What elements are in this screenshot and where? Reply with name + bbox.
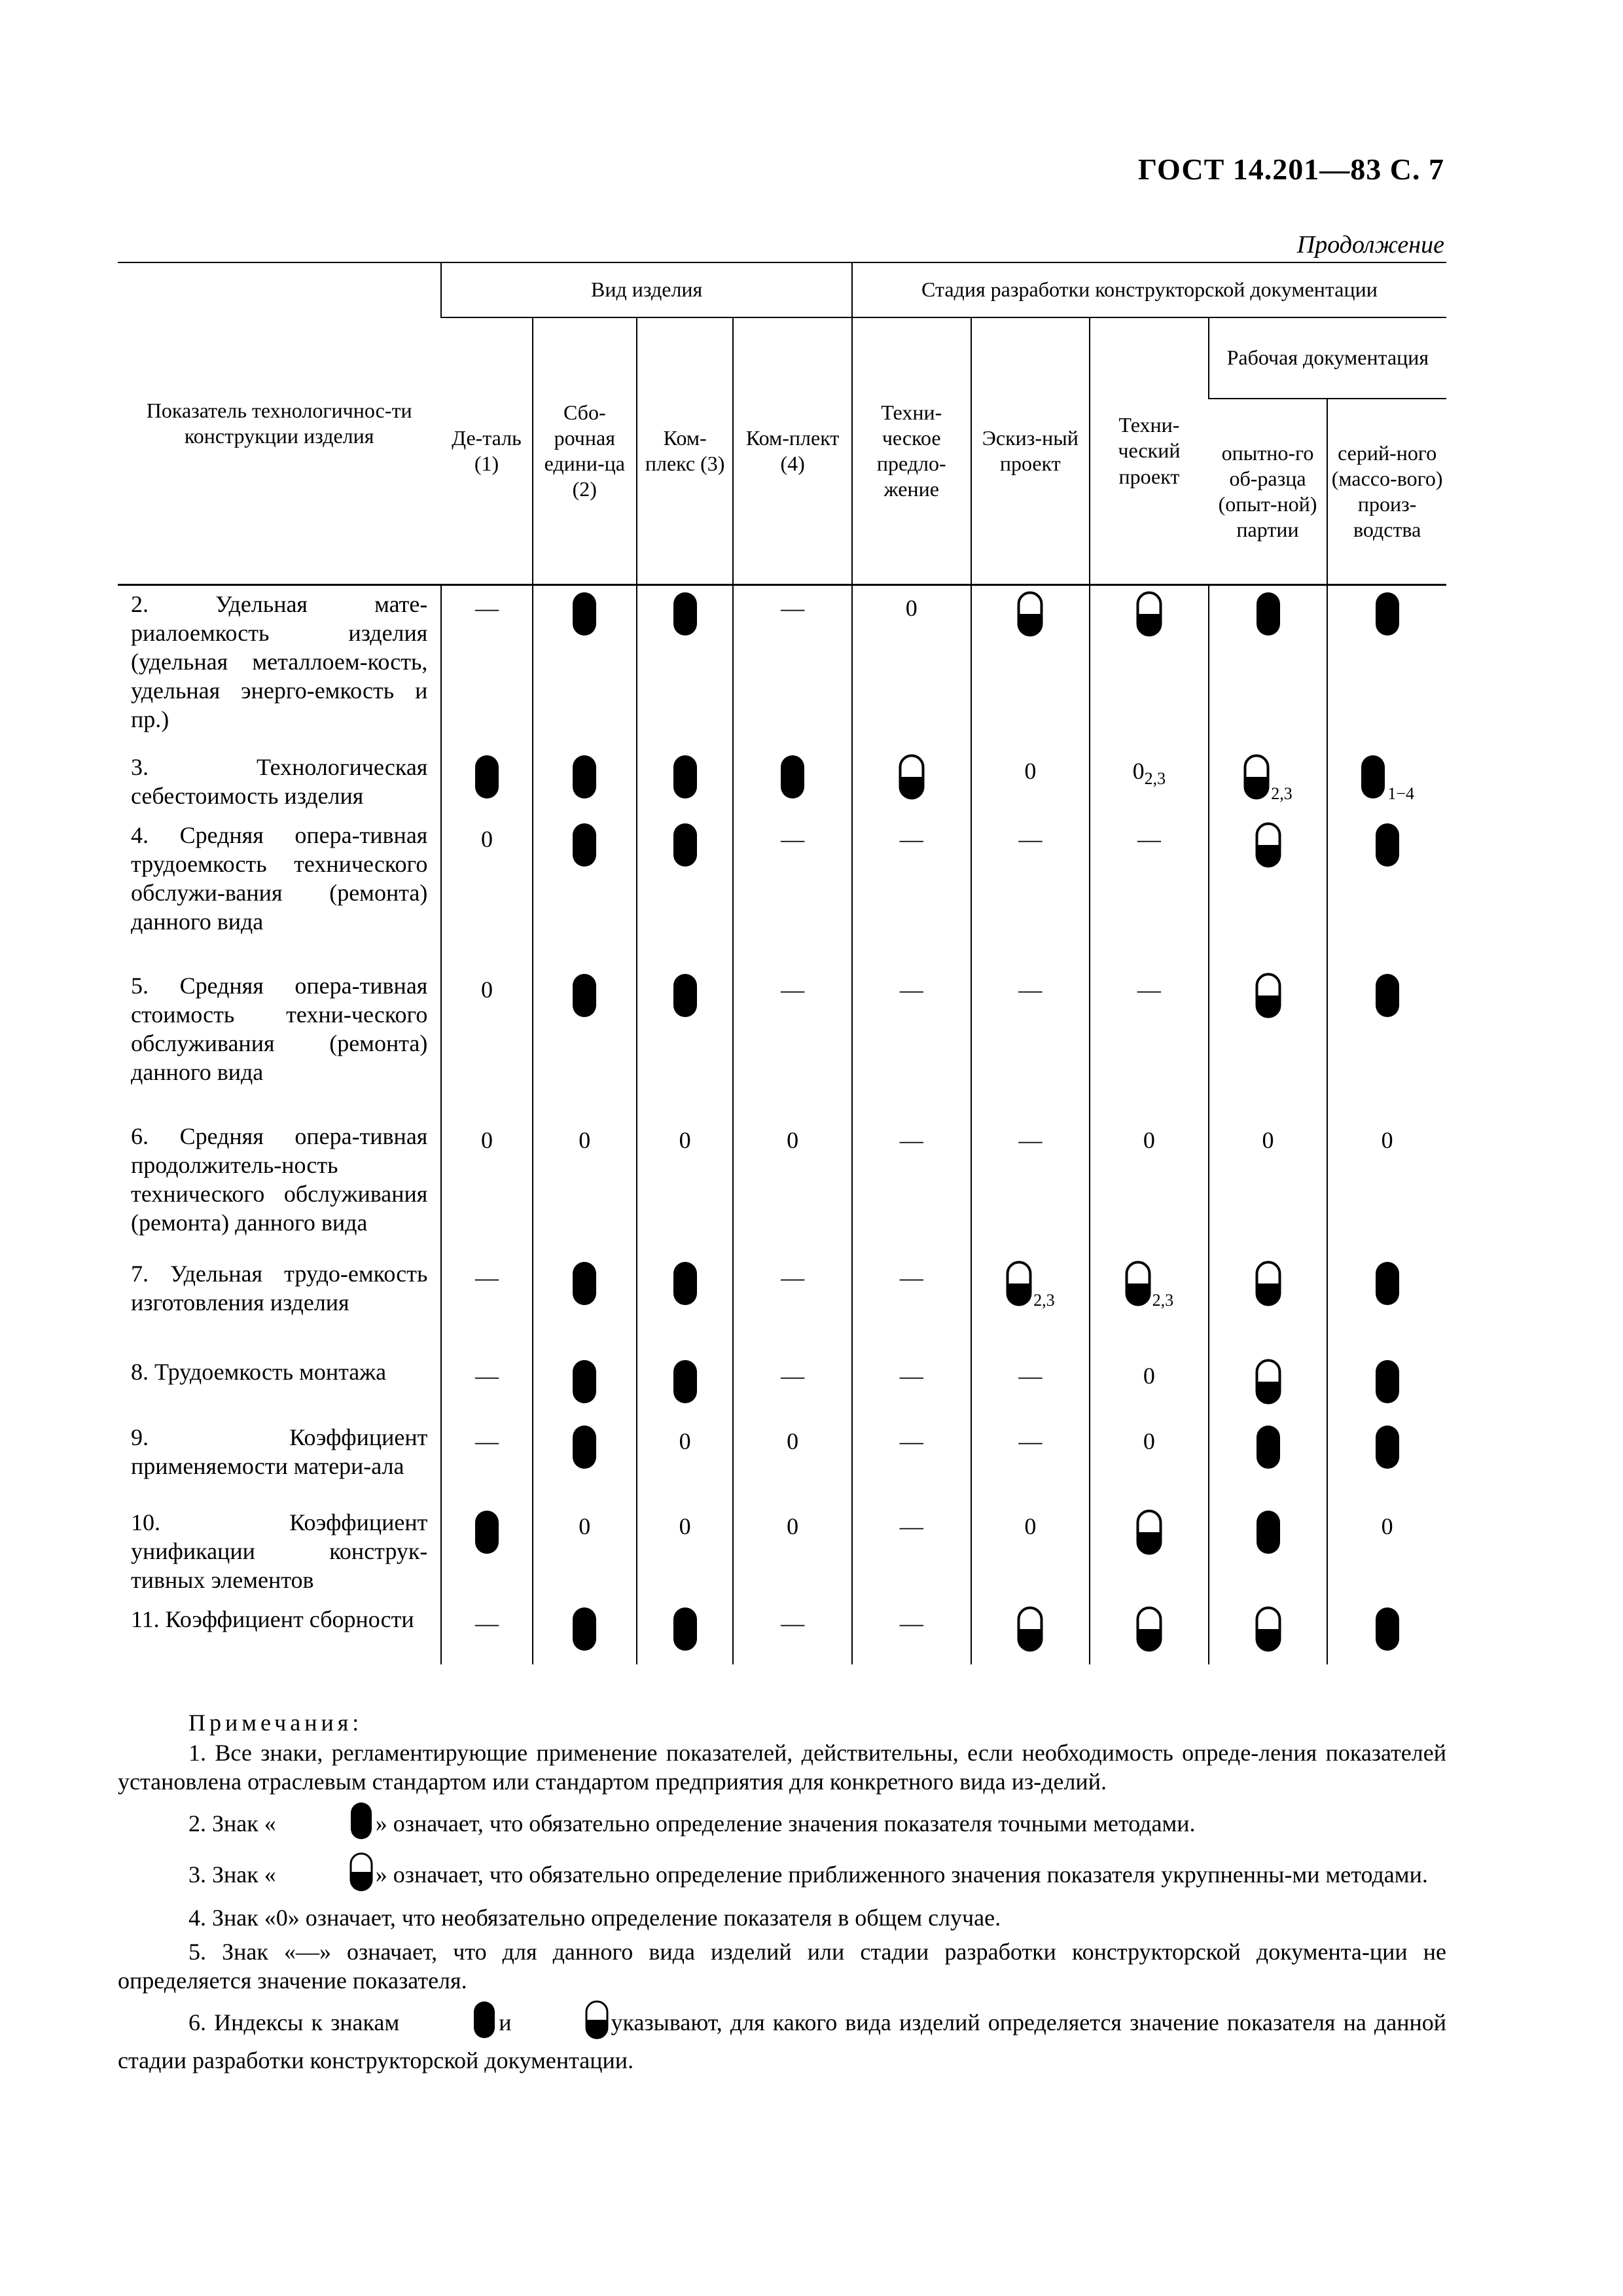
- filled-pill-icon: [672, 973, 698, 1018]
- table-cell: [1209, 1118, 1328, 1255]
- table-cell: [1090, 1354, 1209, 1419]
- filled-pill-icon: [571, 1261, 597, 1306]
- filled-pill-icon: [402, 2000, 496, 2046]
- table-cell: [637, 749, 733, 817]
- dash-mark: —: [899, 1264, 923, 1291]
- zero-mark: 0: [787, 1427, 799, 1454]
- zero-mark: 0: [579, 1126, 591, 1153]
- filled-pill-icon: [779, 754, 806, 800]
- table-cell: [971, 967, 1090, 1118]
- zero-mark: 0: [1143, 1126, 1155, 1153]
- filled-pill-icon: [1374, 591, 1400, 637]
- table-cell: [971, 817, 1090, 967]
- zero-mark: 0: [679, 1427, 691, 1454]
- dash-mark: —: [474, 1362, 499, 1389]
- table-cell: [637, 1601, 733, 1664]
- table-cell: [441, 1255, 532, 1354]
- table-cell: [1209, 749, 1328, 817]
- half-pill-icon: [279, 1852, 373, 1898]
- table-cell: [852, 1118, 971, 1255]
- filled-pill-icon: [1255, 1424, 1281, 1470]
- note-3: 3. Знак « » означает, что обязательно определение приближенного значения показателя укрупненны-ми методами.: [118, 1852, 1446, 1898]
- dash-mark: —: [1018, 976, 1043, 1003]
- filled-pill-icon: [672, 1606, 698, 1652]
- group-working-docs: Рабочая документация: [1209, 317, 1446, 399]
- table-cell: [1209, 1601, 1328, 1664]
- table-cell: [1090, 1419, 1209, 1504]
- note-5: 5. Знак «—» означает, что для данного вида изделий или стадии разработки конструкторской документа-ции не определяется значение показателя.: [118, 1939, 1446, 1994]
- table-cell: [1327, 585, 1446, 749]
- indicator-label: 3. Технологическая себестоимость изделия: [131, 753, 428, 809]
- table-cell: [733, 1255, 852, 1354]
- table-cell: [971, 585, 1090, 749]
- table-cell: [852, 1354, 971, 1419]
- half-pill-icon: [1017, 591, 1043, 637]
- table-cell: [971, 1504, 1090, 1601]
- table-cell: [971, 1118, 1090, 1255]
- table-cell: [733, 1601, 852, 1664]
- dash-mark: —: [1137, 976, 1161, 1003]
- table-cell: [1209, 1354, 1328, 1419]
- filled-pill-icon: [1374, 1261, 1400, 1306]
- dash-mark: —: [899, 1609, 923, 1636]
- table-cell: [733, 967, 852, 1118]
- zero-mark: 0: [480, 1126, 493, 1153]
- table-cell: [637, 817, 733, 967]
- filled-pill-icon: [1374, 1424, 1400, 1470]
- table-row: [118, 1255, 1446, 1354]
- table-cell: [733, 749, 852, 817]
- table-cell: [1327, 967, 1446, 1118]
- table-cell: [1209, 1255, 1328, 1354]
- table-cell: [533, 1118, 637, 1255]
- table-cell: [733, 1419, 852, 1504]
- filled-pill-icon: [474, 1509, 500, 1555]
- table-cell: [637, 1504, 733, 1601]
- zero-mark: 0: [905, 595, 918, 621]
- filled-pill-icon: [474, 754, 500, 800]
- table-cell: [852, 585, 971, 749]
- table-cell: [533, 967, 637, 1118]
- zero-mark: 0: [1132, 757, 1145, 784]
- table-cell: [441, 1601, 532, 1664]
- dash-mark: —: [781, 825, 805, 852]
- dash-mark: —: [899, 1427, 923, 1454]
- table-cell: [1090, 967, 1209, 1118]
- table-cell: [1090, 1118, 1209, 1255]
- table-cell: [1327, 1255, 1446, 1354]
- indicator-table: [118, 262, 1446, 1664]
- dash-mark: —: [899, 976, 923, 1003]
- col-header: серий-ного (массо-вого) произ-водства: [1327, 399, 1446, 585]
- table-cell: [441, 585, 532, 749]
- table-cell: [852, 817, 971, 967]
- filled-pill-icon: [1374, 1606, 1400, 1652]
- dash-mark: —: [1018, 1126, 1043, 1153]
- table-cell: [533, 1419, 637, 1504]
- half-pill-icon: [1136, 591, 1162, 637]
- indicator-label: 4. Средняя опера-тивная трудоемкость технического обслужи-вания (ремонта) данного вида: [131, 821, 428, 935]
- table-cell: [1090, 1601, 1209, 1664]
- table-cell: [1209, 817, 1328, 967]
- half-pill-icon: [1006, 1261, 1055, 1310]
- table-cell: [533, 1354, 637, 1419]
- table-cell: [441, 749, 532, 817]
- filled-pill-icon: [1374, 973, 1400, 1018]
- table-cell: [441, 1419, 532, 1504]
- zero-mark: 0: [480, 976, 493, 1003]
- dash-mark: —: [899, 1362, 923, 1389]
- zero-mark: 0: [679, 1126, 691, 1153]
- note-6: 6. Индексы к знакам и указывают, для какого вида изделий определяется значение показателя на данной стадии разработки конструкторской документации.: [118, 2000, 1446, 2075]
- table-cell: [533, 1601, 637, 1664]
- filled-pill-icon: [571, 1606, 597, 1652]
- col-header: Сбо-рочная едини-ца (2): [533, 317, 637, 585]
- table-cell: [1327, 1118, 1446, 1255]
- zero-mark: 0: [1143, 1427, 1155, 1454]
- table-cell: [733, 585, 852, 749]
- table-cell: [1327, 1504, 1446, 1601]
- dash-mark: —: [1018, 1362, 1043, 1389]
- table-cell: [1327, 1419, 1446, 1504]
- table-cell: [1209, 1419, 1328, 1504]
- table-row: [118, 817, 1446, 967]
- indicator-label: 6. Средняя опера-тивная продолжитель-ность технического обслуживания (ремонта) данного вида: [131, 1122, 428, 1236]
- table-cell: [852, 1419, 971, 1504]
- notes: [118, 1708, 1446, 2080]
- dash-mark: —: [781, 1264, 805, 1291]
- half-pill-icon: [1017, 1606, 1043, 1652]
- half-pill-icon: [1136, 1509, 1162, 1555]
- indicator-label: 2. Удельная мате-риалоемкость изделия (удельная металлоем-кость, удельная энерго-емкость и пр.): [131, 591, 428, 732]
- half-pill-icon: [1255, 822, 1281, 868]
- indicator-label: 7. Удельная трудо-емкость изготовления изделия: [131, 1260, 428, 1316]
- half-pill-icon: [1125, 1261, 1174, 1310]
- indicator-label: 5. Средняя опера-тивная стоимость техни-ческого обслуживания (ремонта) данного вида: [131, 972, 428, 1085]
- half-pill-icon: [1243, 754, 1293, 803]
- filled-pill-icon: [1255, 1509, 1281, 1555]
- col-header: Ком-плект (4): [733, 317, 852, 585]
- table-row: [118, 1354, 1446, 1419]
- dash-mark: —: [474, 1264, 499, 1291]
- dash-mark: —: [899, 1513, 923, 1539]
- table-cell: [1090, 585, 1209, 749]
- continued-label: Продолжение: [1296, 231, 1444, 259]
- table-cell: [971, 749, 1090, 817]
- filled-pill-icon: [571, 1359, 597, 1405]
- table-cell: [637, 585, 733, 749]
- table-cell: [637, 1419, 733, 1504]
- page-reference: ГОСТ 14.201—83 С. 7: [1137, 152, 1444, 186]
- note-4: 4. Знак «0» означает, что необязательно определение показателя в общем случае.: [188, 1905, 1001, 1931]
- zero-mark: 0: [480, 825, 493, 852]
- group-product-type: Вид изделия: [441, 262, 852, 317]
- table-cell: [733, 1354, 852, 1419]
- table-cell: [533, 749, 637, 817]
- filled-pill-icon: [571, 822, 597, 868]
- dash-mark: —: [899, 1126, 923, 1153]
- zero-mark: 0: [679, 1513, 691, 1539]
- filled-pill-icon: [672, 754, 698, 800]
- zero-mark: 0: [1262, 1126, 1274, 1153]
- dash-mark: —: [474, 595, 499, 621]
- table-cell: [637, 1255, 733, 1354]
- table-cell: [971, 1601, 1090, 1664]
- index-label: 2,3: [1033, 1291, 1055, 1310]
- row-header: Показатель технологичнос-ти конструкции изделия: [118, 262, 441, 585]
- filled-pill-icon: [571, 591, 597, 637]
- dash-mark: —: [474, 1427, 499, 1454]
- note-2: 2. Знак « » означает, что обязательно определение значения показателя точными методами.: [118, 1801, 1446, 1847]
- half-pill-icon: [1255, 1261, 1281, 1306]
- table-cell: [637, 1118, 733, 1255]
- table-cell: [971, 1354, 1090, 1419]
- zero-mark: 0: [1024, 757, 1037, 784]
- group-development-stage: Стадия разработки конструкторской документации: [852, 262, 1446, 317]
- table-cell: [852, 749, 971, 817]
- table-cell: [533, 1255, 637, 1354]
- filled-pill-icon: [1255, 591, 1281, 637]
- table-cell: [1209, 967, 1328, 1118]
- index-label: 1−4: [1387, 784, 1414, 803]
- table-cell: [852, 1504, 971, 1601]
- zero-mark: 0: [1381, 1126, 1393, 1153]
- table-cell: [533, 585, 637, 749]
- table-row: [118, 967, 1446, 1118]
- table-cell: [1209, 1504, 1328, 1601]
- table-cell: [1090, 1504, 1209, 1601]
- table-cell: [1090, 1255, 1209, 1354]
- filled-pill-icon: [571, 1424, 597, 1470]
- table-cell: [1090, 749, 1209, 817]
- filled-pill-icon: [1374, 822, 1400, 868]
- filled-pill-icon: [672, 822, 698, 868]
- half-pill-icon: [899, 754, 925, 800]
- table-row: [118, 1504, 1446, 1601]
- table-cell: [852, 1255, 971, 1354]
- table-row: [118, 585, 1446, 749]
- zero-mark: 0: [1024, 1513, 1037, 1539]
- indicator-label: 8. Трудоемкость монтажа: [131, 1358, 387, 1385]
- col-header: Де-таль (1): [441, 317, 532, 585]
- table-cell: [852, 967, 971, 1118]
- half-pill-icon: [1255, 1359, 1281, 1405]
- table-cell: [852, 1601, 971, 1664]
- filled-pill-icon: [1360, 754, 1414, 803]
- dash-mark: —: [899, 825, 923, 852]
- table-cell: [971, 1419, 1090, 1504]
- table-cell: [1327, 1601, 1446, 1664]
- dash-mark: —: [474, 1609, 499, 1636]
- table-cell: [533, 817, 637, 967]
- zero-mark: 0: [787, 1126, 799, 1153]
- indicator-label: 11. Коэффициент сборности: [131, 1605, 414, 1632]
- zero-mark: 0: [1143, 1362, 1155, 1389]
- col-header: Эскиз-ный проект: [971, 317, 1090, 585]
- table-cell: [1209, 585, 1328, 749]
- filled-pill-icon: [571, 754, 597, 800]
- col-header: Техни-ческое предло-жение: [852, 317, 971, 585]
- dash-mark: —: [781, 976, 805, 1003]
- dash-mark: —: [781, 595, 805, 621]
- table-cell: [1327, 1354, 1446, 1419]
- table-cell: [1090, 817, 1209, 967]
- half-pill-icon: [1255, 1606, 1281, 1652]
- table-cell: [441, 1118, 532, 1255]
- table-cell: [733, 817, 852, 967]
- indicator-label: 9. Коэффициент применяемости матери-ала: [131, 1424, 428, 1479]
- filled-pill-icon: [279, 1801, 373, 1847]
- half-pill-icon: [1255, 973, 1281, 1018]
- table-cell: [441, 967, 532, 1118]
- table-cell: [637, 1354, 733, 1419]
- dash-mark: —: [781, 1362, 805, 1389]
- table-cell: [441, 1504, 532, 1601]
- col-header: Техни-ческий проект: [1090, 317, 1209, 585]
- table-cell: [1327, 817, 1446, 967]
- table-row: [118, 1419, 1446, 1504]
- zero-mark: 0: [1381, 1513, 1393, 1539]
- table-body: [118, 585, 1446, 1664]
- index-label: 2,3: [1271, 784, 1293, 803]
- table-cell: [971, 1255, 1090, 1354]
- dash-mark: —: [1018, 825, 1043, 852]
- table-row: [118, 1601, 1446, 1664]
- dash-mark: —: [1137, 825, 1161, 852]
- zero-mark: 0: [787, 1513, 799, 1539]
- dash-mark: —: [781, 1609, 805, 1636]
- half-pill-icon: [514, 2000, 609, 2046]
- filled-pill-icon: [672, 591, 698, 637]
- filled-pill-icon: [672, 1359, 698, 1405]
- filled-pill-icon: [571, 973, 597, 1018]
- table-row: [118, 749, 1446, 817]
- table-cell: [1327, 749, 1446, 817]
- table-cell: [733, 1118, 852, 1255]
- note-1: 1. Все знаки, регламентирующие применение показателей, действительны, если необходимость опреде-ления показателей установлена отраслевым стандартом или стандартом предприятия для конкретного вида из-делий.: [118, 1740, 1446, 1795]
- zero-mark: 0: [579, 1513, 591, 1539]
- col-header: опытно-го об-разца (опыт-ной) партии: [1209, 399, 1328, 585]
- half-pill-icon: [1136, 1606, 1162, 1652]
- table-cell: [733, 1504, 852, 1601]
- notes-title: Примечания:: [188, 1710, 363, 1736]
- table-cell: [441, 817, 532, 967]
- table-cell: [637, 967, 733, 1118]
- dash-mark: —: [1018, 1427, 1043, 1454]
- table-cell: [441, 1354, 532, 1419]
- index-label: 2,3: [1144, 768, 1166, 788]
- indicator-label: 10. Коэффициент унификации конструк-тивных элементов: [131, 1509, 428, 1593]
- filled-pill-icon: [1374, 1359, 1400, 1405]
- col-header: Ком-плекс (3): [637, 317, 733, 585]
- table-cell: [533, 1504, 637, 1601]
- index-label: 2,3: [1152, 1291, 1174, 1310]
- table-row: [118, 1118, 1446, 1255]
- filled-pill-icon: [672, 1261, 698, 1306]
